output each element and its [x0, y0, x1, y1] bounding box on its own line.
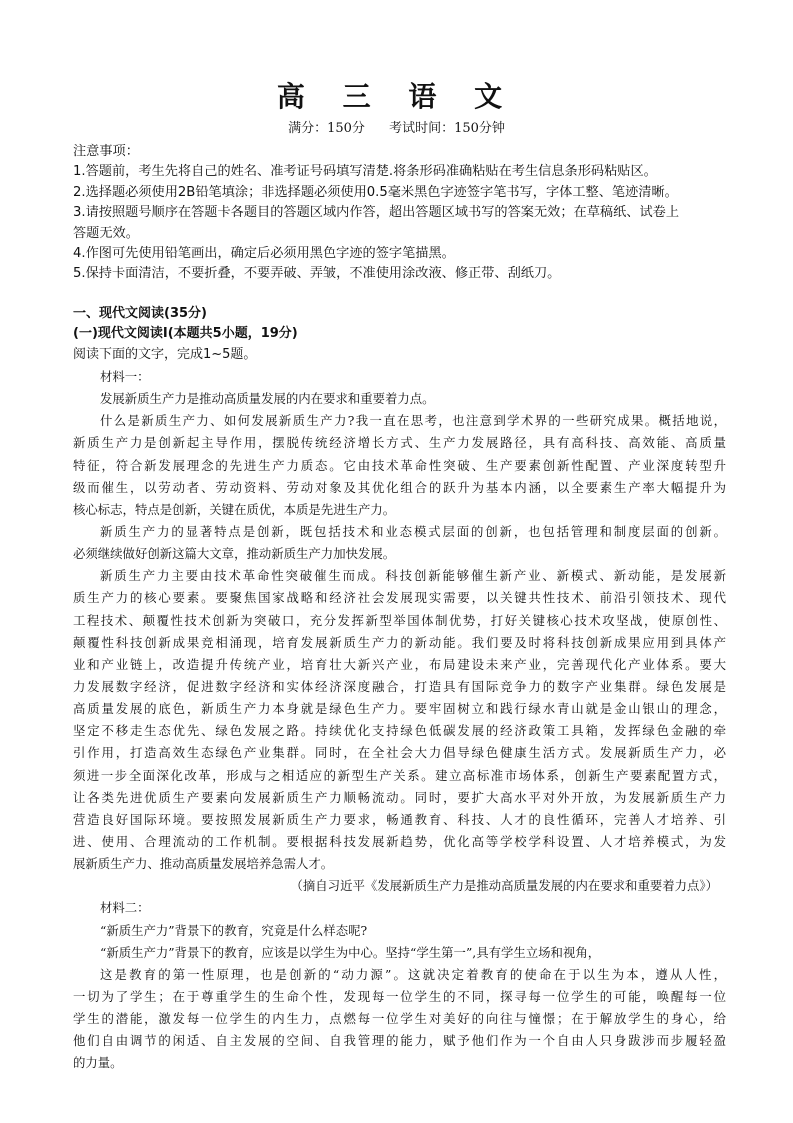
- passage-line: 力发展数字经济，促进数字经济和实体经济深度融合，打造具有国际竞争力的数字产业集群。绿色发展是: [73, 678, 726, 694]
- passage-line: “新质生产力”背景下的教育，应该是以学生为中心。坚持“学生第一”,具有学生立场和视角，: [100, 944, 601, 960]
- passage-line: 新质生产力主要由技术革命性突破催生而成。科技创新能够催生新产业、新模式、新动能，是发展新: [100, 568, 726, 584]
- passage-line: 什么是新质生产力、如何发展新质生产力?我一直在思考，也注意到学术界的一些研究成果。概括地说，: [100, 413, 726, 429]
- passage-line: 必须继续做好创新这篇大文章，推动新质生产力加快发展。: [73, 546, 396, 562]
- section-headings: [73, 304, 733, 365]
- full-score: 满分：150分: [288, 121, 365, 136]
- passage-line: 颠覆性科技创新成果竞相涌现，培育发展新质生产力的新动能。我们要及时将科技创新成果应用到具体产: [73, 634, 726, 650]
- passage-line: 新质生产力是创新起主导作用，摆脱传统经济增长方式、生产力发展路径，具有高科技、高效能、高质量: [73, 435, 726, 451]
- material-source: （摘自习近平《发展新质生产力是推动高质量发展的内在要求和重要着力点》）: [290, 878, 718, 894]
- page-title: 高 三 语 文: [276, 80, 517, 113]
- passage-line: 营造良好国际环境。要按照发展新质生产力要求，畅通教育、科技、人才的良性循环，完善人才培养、引: [73, 811, 726, 827]
- passage-line: 新质生产力的显著特点是创新，既包括技术和业态模式层面的创新，也包括管理和制度层面的创新。: [100, 523, 726, 539]
- passage-line: 须进一步全面深化改革，形成与之相适应的新型生产关系。建立高标准市场体系，创新生产要素配置方式，: [73, 767, 726, 783]
- passage-line: 一切为了学生；在于尊重学生的生命个性，发现每一位学生的不同，探寻每一位学生的可能，唤醒每一位: [73, 988, 726, 1004]
- passage-line: 级而催生，以劳动者、劳动资料、劳动对象及其优化组合的跃升为基本内涵，以全要素生产率大幅提升为: [73, 479, 726, 495]
- section-heading: 一、现代文阅读(35分): [73, 306, 207, 321]
- notice-item: 3.请按照题号顺序在答题卡各题目的答题区域内作答，超出答题区域书写的答案无效；在草稿纸、试卷上: [73, 205, 680, 221]
- material-label: 材料一：: [100, 369, 150, 384]
- exam-info: [0, 120, 793, 138]
- notice-block: [73, 142, 733, 285]
- notice-item: 答题无效。: [73, 225, 139, 241]
- passage-line: 业和产业链上，改造提升传统产业，培育壮大新兴产业，布局建设未来产业，完善现代化产业体系。要大: [73, 656, 726, 672]
- passage-line: 让各类先进优质生产要素向发展新质生产力顺畅流动。同时，要扩大高水平对外开放，为发展新质生产力: [73, 789, 726, 805]
- reading-passage: [73, 366, 726, 1075]
- exam-time: 考试时间：150分钟: [389, 121, 505, 136]
- subsection-heading: (一)现代文阅读Ⅰ(本题共5小题，19分): [73, 326, 298, 342]
- passage-line: “新质生产力”背景下的教育，究竟是什么样态呢?: [100, 922, 368, 938]
- notice-heading: 注意事项：: [73, 144, 139, 159]
- passage-line: 质生产力的核心要素。要聚焦国家战略和经济社会发展现实需要，以关键共性技术、前沿引领技术、现代: [73, 590, 726, 606]
- passage-line: 的力量。: [73, 1055, 123, 1071]
- passage-line: 进、使用、合理流动的工作机制。要根据科技发展新趋势，优化高等学校学科设置、人才培养模式，为发: [73, 833, 726, 849]
- passage-line: 展新质生产力、推动高质量发展培养急需人才。: [73, 856, 334, 872]
- passage-line: 这是教育的第一性原理，也是创新的“动力源”。这就决定着教育的使命在于以生为本，遵从人性，: [100, 966, 726, 982]
- passage-line: 他们自由调节的闲适、自主发展的空间、自我管理的能力，赋予他们作为一个自由人只身跋涉而步履轻盈: [73, 1033, 726, 1049]
- passage-line: 引作用，打造高效生态绿色产业集群。同时，在全社会大力倡导绿色健康生活方式。发展新质生产力，必: [73, 745, 726, 761]
- passage-line: 特征，符合新发展理念的先进生产力质态。它由技术革命性突破、生产要素创新性配置、产业深度转型升: [73, 457, 726, 473]
- reading-instruction: 阅读下面的文字，完成1~5题。: [73, 346, 257, 362]
- passage-line: 核心标志，特点是创新，关键在质优，本质是先进生产力。: [73, 501, 396, 517]
- notice-item: 1.答题前，考生先将自己的姓名、准考证号码填写清楚.将条形码准确粘贴在考生信息条形码粘贴区。: [73, 164, 657, 180]
- passage-line: 工程技术、颠覆性技术创新为突破口，充分发挥新型举国体制优势，打好关键核心技术攻坚战，使原创性、: [73, 612, 726, 628]
- passage-line: 学生的潜能，激发每一位学生的内生力，点燃每一位学生对美好的向往与憧憬；在于解放学生的身心，给: [73, 1011, 726, 1027]
- passage-line: 坚定不移走生态优先、绿色发展之路。持续优化支持绿色低碳发展的经济政策工具箱，发挥绿色金融的牵: [73, 723, 726, 739]
- passage-line: 高质量发展的底色，新质生产力本身就是绿色生产力。要牢固树立和践行绿水青山就是金山银山的理念，: [73, 701, 726, 717]
- passage-line: 发展新质生产力是推动高质量发展的内在要求和重要着力点。: [100, 391, 435, 407]
- notice-item: 4.作图可先使用铅笔画出，确定后必须用黑色字迹的签字笔描黑。: [73, 246, 455, 262]
- notice-item: 2.选择题必须使用2B铅笔填涂；非选择题必须使用0.5毫米黑色字迹签字笔书写，字体工整、笔迹清晰。: [73, 184, 678, 200]
- notice-item: 5.保持卡面清洁，不要折叠，不要弄破、弄皱，不准使用涂改液、修正带、刮纸刀。: [73, 266, 561, 282]
- material-label: 材料二：: [100, 900, 150, 916]
